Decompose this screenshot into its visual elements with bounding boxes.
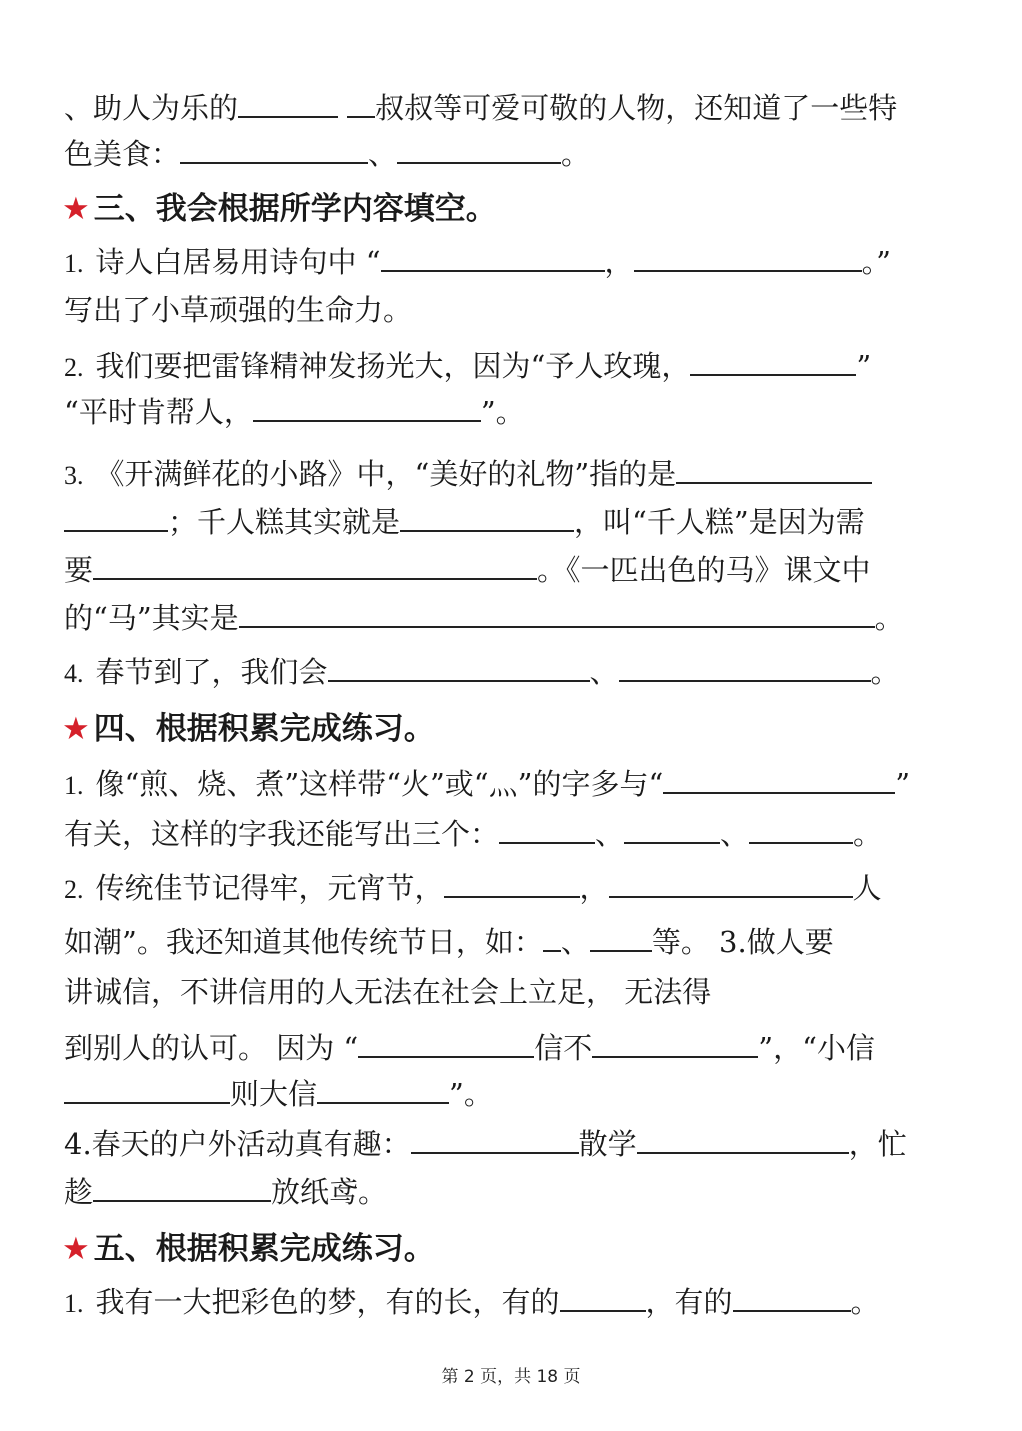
blank[interactable] <box>676 456 872 484</box>
question-line: 则大信 ”。 <box>64 1076 493 1112</box>
blank[interactable] <box>560 1284 646 1312</box>
blank[interactable] <box>239 600 875 628</box>
section-heading: ★ 四、根据积累完成练习。 <box>62 711 435 747</box>
blank[interactable] <box>543 924 561 952</box>
blank[interactable] <box>358 1030 534 1058</box>
question-line: 趁 放纸鸢。 <box>64 1175 388 1209</box>
section-heading: ★ 五、根据积累完成练习。 <box>62 1231 435 1267</box>
blank[interactable] <box>253 394 481 422</box>
blank[interactable] <box>749 816 853 844</box>
blank[interactable] <box>381 244 605 272</box>
question-line: 1. 我有一大把彩色的梦，有的长，有的 ，有的 。 <box>64 1285 880 1319</box>
question-line: 2. 传统佳节记得牢，元宵节， ， 人 <box>64 871 882 905</box>
star-icon: ★ <box>62 711 90 747</box>
blank[interactable] <box>400 504 574 532</box>
question-line: 3. 《开满鲜花的小路》中，“美好的礼物”指的是 <box>64 456 872 494</box>
blank[interactable] <box>93 1174 271 1202</box>
question-line: ；千人糕其实就是 ，叫“千人糕”是因为需 <box>64 504 865 540</box>
blank[interactable] <box>238 90 338 118</box>
page-footer: 第 2 页，共 18 页 <box>441 1367 581 1387</box>
question-line: 4.春天的户外活动真有趣： 散学 ，忙 <box>64 1127 907 1161</box>
blank[interactable] <box>619 654 871 682</box>
blank[interactable] <box>637 1126 849 1154</box>
question-line: 2. 我们要把雷锋精神发扬光大，因为“予人玫瑰， ” <box>64 349 872 383</box>
blank[interactable] <box>317 1076 449 1104</box>
question-line: 讲诚信，不讲信用的人无法在社会上立足， 无法得 <box>64 975 712 1009</box>
question-line: “平时肯帮人， ”。 <box>64 395 525 429</box>
section-heading: ★ 三、我会根据所学内容填空。 <box>62 191 497 227</box>
blank[interactable] <box>347 90 375 118</box>
blank[interactable] <box>397 136 561 164</box>
question-line: 要 。《一匹出色的马》课文中 <box>64 553 871 587</box>
blank[interactable] <box>328 654 590 682</box>
text-line: 色美食： 、 。 <box>64 137 591 171</box>
blank[interactable] <box>499 816 595 844</box>
star-icon: ★ <box>62 191 90 227</box>
blank[interactable] <box>180 136 368 164</box>
blank[interactable] <box>663 766 895 794</box>
blank[interactable] <box>590 924 652 952</box>
question-line: 的“马”其实是 。 <box>64 601 904 635</box>
blank[interactable] <box>634 244 862 272</box>
blank[interactable] <box>690 348 856 376</box>
blank[interactable] <box>592 1030 758 1058</box>
question-line: 如潮”。我还知道其他传统节日，如： 、 等。 3.做人要 <box>64 925 834 959</box>
question-line: 1. 诗人白居易用诗句中 “ ， 。” <box>64 245 891 279</box>
blank[interactable] <box>444 870 580 898</box>
blank[interactable] <box>93 552 537 580</box>
blank[interactable] <box>624 816 720 844</box>
question-line: 4. 春节到了，我们会 、 。 <box>64 655 900 689</box>
question-line: 写出了小草顽强的生命力。 <box>64 293 413 327</box>
blank[interactable] <box>64 1076 230 1104</box>
question-line: 有关，这样的字我还能写出三个： 、 、 。 <box>64 817 883 851</box>
question-line: 1. 像“煎、烧、煮”这样带“火”或“灬”的字多与“ ” <box>64 767 911 801</box>
blank[interactable] <box>733 1284 851 1312</box>
blank[interactable] <box>609 870 853 898</box>
blank[interactable] <box>64 504 168 532</box>
text-line: 、助人为乐的 叔叔等可爱可敬的人物，还知道了一些特 <box>64 91 898 125</box>
star-icon: ★ <box>62 1231 90 1267</box>
question-line: 到别人的认可。 因为 “ 信不 ”，“小信 <box>64 1031 875 1065</box>
blank[interactable] <box>411 1126 579 1154</box>
